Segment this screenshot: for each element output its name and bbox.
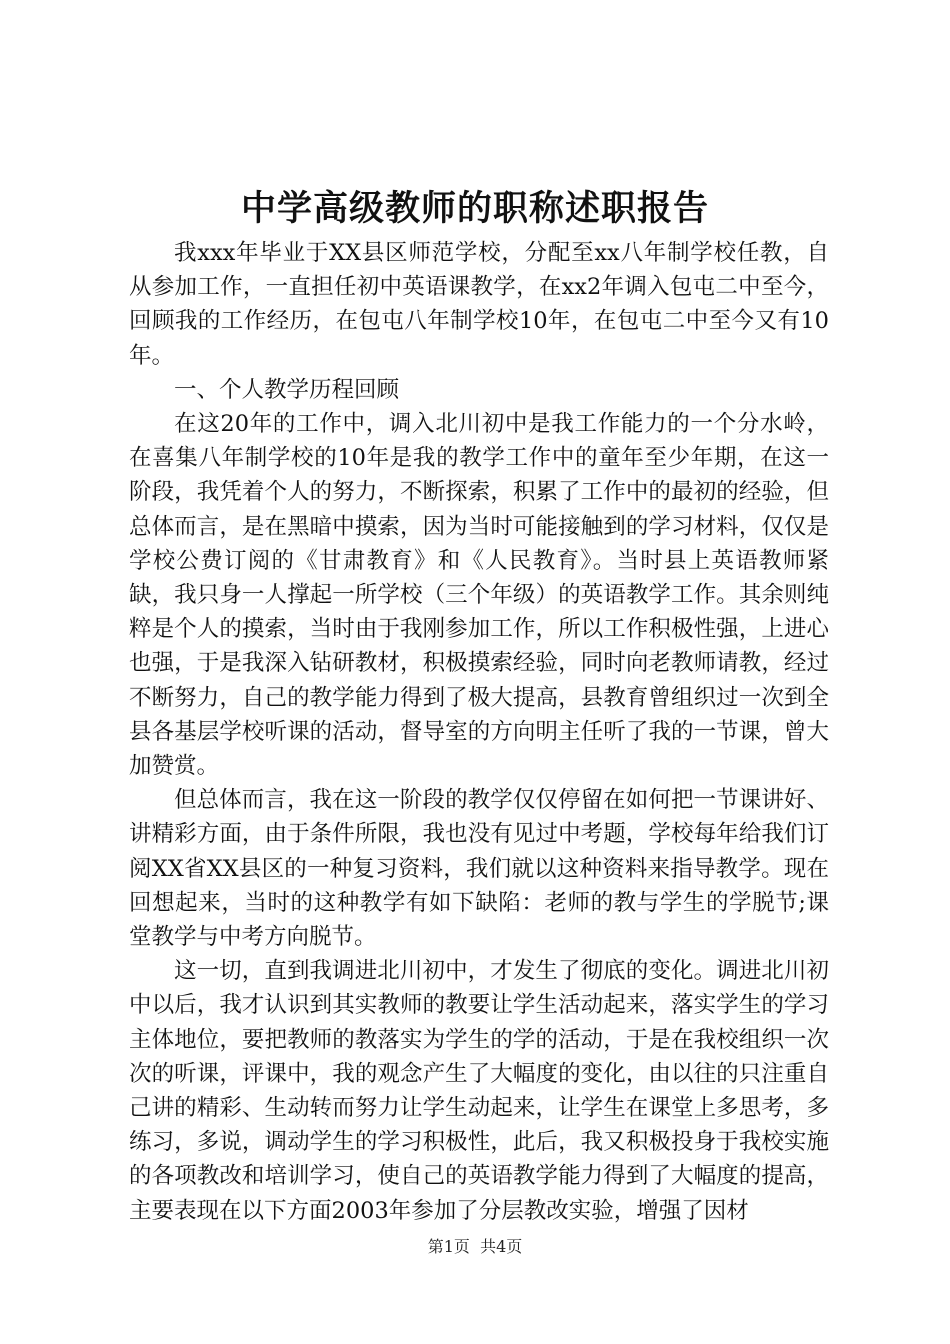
document-title: 中学高级教师的职称述职报告 — [240, 188, 709, 229]
paragraph-intro: 我xxx年毕业于XX县区师范学校，分配至xx八年制学校任教，自从参加工作，一直担任初中英语课教学，在xx2年调入包屯二中至今，回顾我的工作经历，在包屯八年制学校10年，在包屯二中至今又有10年。 — [129, 240, 829, 369]
paragraph-change: 这一切，直到我调进北川初中，才发生了彻底的变化。调进北川初中以后，我才认识到其实教师的教要让学生活动起来，落实学生的学习主体地位，要把教师的教落实为学生的学的活动，于是在我校组织一次次的听课，评课中，我的观念产生了大幅度的变化，由以往的只注重自己讲的精彩、生动转而努力让学生动起来，让学生在课堂上多思考，多练习，多说，调动学生的学习积极性，此后，我又积极投身于我校实施的各项教改和培训学习，使自己的英语教学能力得到了大幅度的提高，主要表现在以下方面2003年参加了分层教改实验，增强了因材 — [129, 958, 829, 1224]
page-footer — [0, 1236, 950, 1258]
page-number: 第1页 共4页 — [427, 1237, 523, 1256]
paragraph-reflection: 但总体而言，我在这一阶段的教学仅仅停留在如何把一节课讲好、讲精彩方面，由于条件所限，我也没有见过中考题，学校每年给我们订阅XX省XX县区的一种复习资料，我们就以这种资料来指导教学。现在回想起来，当时的这种教学有如下缺陷：老师的教与学生的学脱节;课堂教学与中考方向脱节。 — [129, 787, 829, 951]
paragraph-history: 在这20年的工作中，调入北川初中是我工作能力的一个分水岭，在喜集八年制学校的10年是我的教学工作中的童年至少年期，在这一阶段，我凭着个人的努力，不断探索，积累了工作中的最初的经验，但总体而言，是在黑暗中摸索，因为当时可能接触到的学习材料，仅仅是学校公费订阅的《甘肃教育》和《人民教育》。当时县上英语教师紧缺，我只身一人撑起一所学校（三个年级）的英语教学工作。其余则纯粹是个人的摸索，当时由于我刚参加工作，所以工作积极性强，上进心也强，于是我深入钻研教材，积极摸索经验，同时向老教师请教，经过不断努力，自己的教学能力得到了极大提高，县教育曾组织过一次到全县各基层学校听课的活动，督导室的方向明主任听了我的一节课，曾大加赞赏。 — [129, 411, 829, 780]
section-heading: 一、个人教学历程回顾 — [174, 376, 400, 403]
document-body — [129, 236, 829, 1228]
